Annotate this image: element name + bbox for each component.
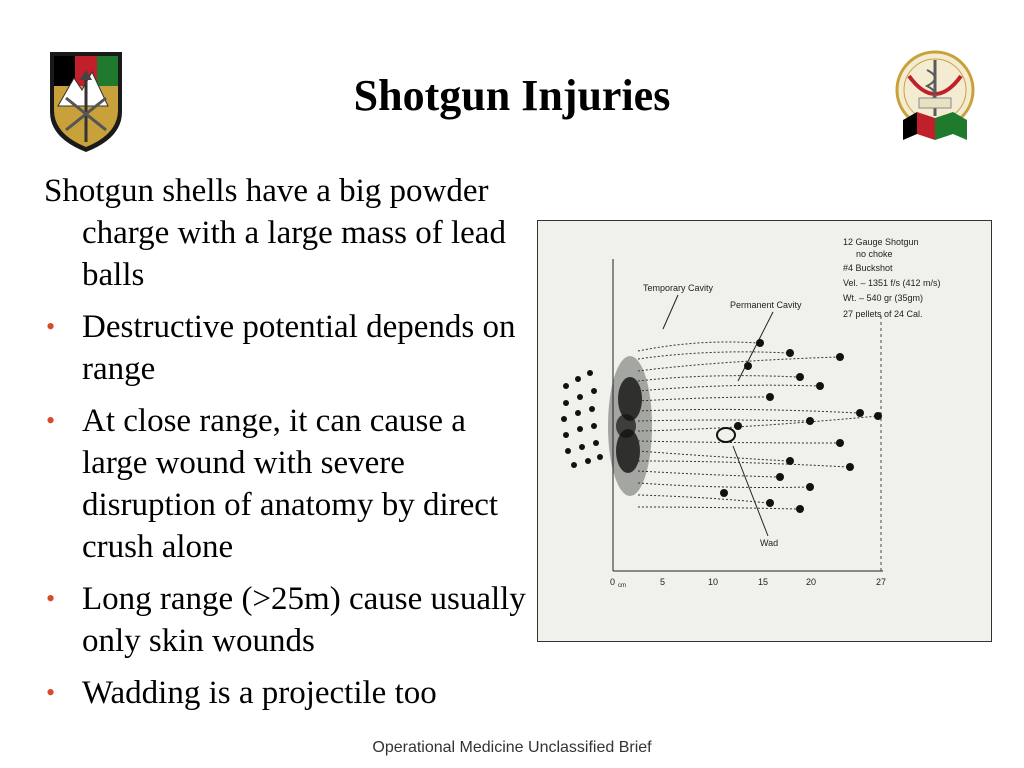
label-permanent-cavity: Permanent Cavity bbox=[730, 300, 802, 310]
axis-tick: 15 bbox=[758, 577, 769, 587]
bullet-text: Wadding is a projectile too bbox=[82, 675, 437, 711]
bullet-text: At close range, it can cause a large wound with severe disruption of anatomy by direct crush alone bbox=[82, 403, 499, 565]
axis-tick: 20 bbox=[806, 577, 817, 587]
bullet-dot-icon: • bbox=[46, 312, 56, 341]
axis-tick: 0 bbox=[610, 577, 616, 587]
slide-footer: Operational Medicine Unclassified Brief bbox=[372, 739, 652, 756]
bullet-list bbox=[44, 306, 534, 714]
info-line: #4 Buckshot bbox=[843, 263, 893, 273]
axis-ticks bbox=[610, 577, 886, 589]
slide-title: Shotgun Injuries bbox=[353, 71, 671, 120]
axis-unit: cm bbox=[618, 583, 626, 589]
shell-info bbox=[843, 237, 941, 319]
info-line: 27 pellets of 24 Cal. bbox=[843, 309, 923, 319]
intro-text: Shotgun shells have a big powder charge with a large mass of lead balls bbox=[44, 173, 506, 293]
bullet-item bbox=[44, 578, 534, 662]
bullet-text: Long range (>25m) cause usually only skin wounds bbox=[82, 581, 526, 659]
bullet-dot-icon: • bbox=[46, 584, 56, 613]
slide-body bbox=[44, 170, 534, 724]
axis-tick: 27 bbox=[876, 577, 887, 587]
axis-tick: 5 bbox=[660, 577, 666, 587]
bullet-text: Destructive potential depends on range bbox=[82, 309, 516, 387]
bullet-item bbox=[44, 306, 534, 390]
info-line: Vel. – 1351 f/s (412 m/s) bbox=[843, 278, 941, 288]
bullet-item bbox=[44, 672, 534, 714]
bullet-dot-icon: • bbox=[46, 406, 56, 435]
info-line: 12 Gauge Shotgun bbox=[843, 237, 919, 247]
wad-shape bbox=[717, 428, 735, 442]
incoming-pellets bbox=[561, 370, 603, 468]
embedded-pellets bbox=[720, 339, 882, 513]
info-line: no choke bbox=[856, 249, 893, 259]
label-wad: Wad bbox=[760, 538, 779, 548]
info-line: Wt. – 540 gr (35gm) bbox=[843, 293, 924, 303]
wound-ballistics-figure bbox=[537, 220, 992, 642]
bullet-dot-icon: • bbox=[46, 678, 56, 707]
pellet-tracks bbox=[638, 342, 878, 509]
label-temporary-cavity: Temporary Cavity bbox=[643, 283, 714, 293]
axis-tick: 10 bbox=[708, 577, 719, 587]
medical-emblem-logo bbox=[893, 42, 977, 146]
bullet-item bbox=[44, 400, 534, 568]
